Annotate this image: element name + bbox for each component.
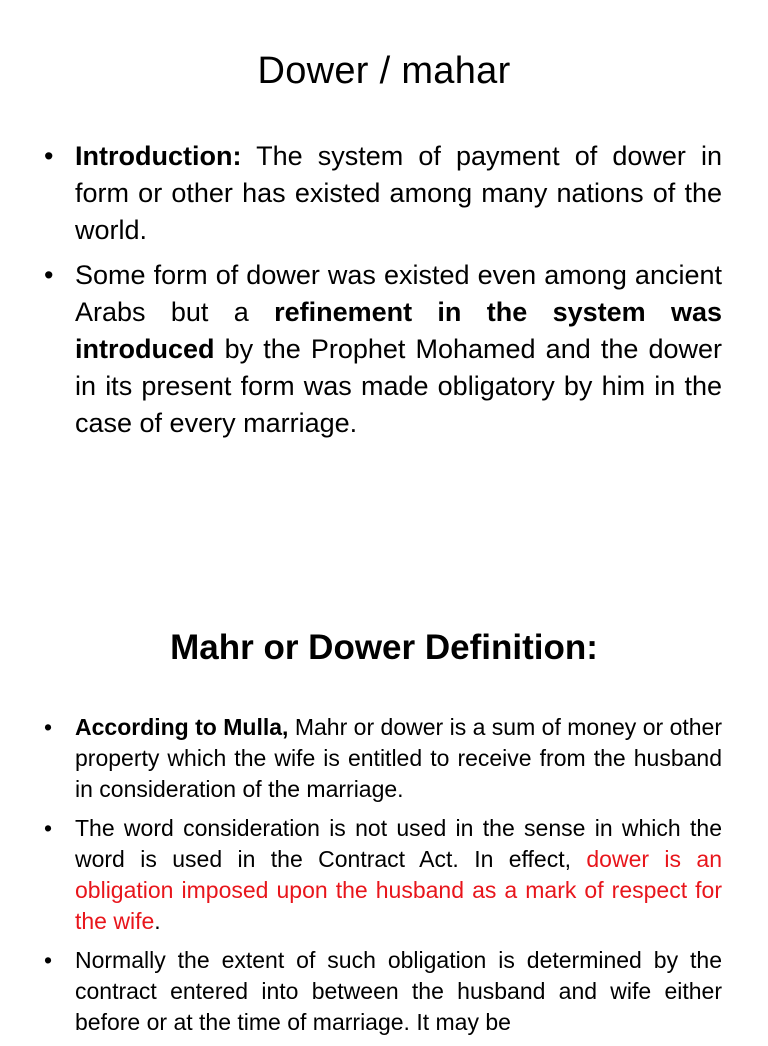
bullet-lead-bold: According to Mulla, bbox=[75, 714, 289, 740]
bullet-item-consideration bbox=[0, 813, 768, 937]
bullet-list bbox=[0, 138, 768, 450]
bullet-item-mulla bbox=[0, 712, 768, 805]
bullet-list bbox=[0, 712, 768, 1046]
bullet-text: by the Prophet Mohamed and the dower in its present form was made obligatory by him in the case of every marriage. bbox=[75, 334, 722, 438]
bullet-text-end: . bbox=[154, 908, 161, 934]
bullet-icon: • bbox=[44, 815, 53, 841]
slide-title: Mahr or Dower Definition: bbox=[170, 628, 598, 667]
bullet-text: Mahr or dower is a sum of money or other property which the wife is entitled to receive from the husband in consideration of the marriage. bbox=[75, 714, 722, 802]
bullet-icon: • bbox=[44, 260, 54, 290]
bullet-text: Normally the extent of such obligation is determined by the contract entered into between the husband and wife either before or at the time of marriage. It may be bbox=[75, 947, 722, 1035]
bullet-text: The word consideration is not used in the sense in which the word is used in the Contract Act. In effect, bbox=[75, 815, 722, 872]
bullet-icon: • bbox=[44, 714, 53, 740]
bullet-lead-bold: Introduction: bbox=[75, 141, 242, 171]
bullet-text: The system of payment of dower in form or other has existed among many nations of the world. bbox=[75, 141, 722, 245]
bullet-item-ancient-arabs bbox=[0, 257, 768, 442]
slide-mahr-definition bbox=[0, 560, 768, 1035]
bullet-text: Some form of dower was existed even among ancient Arabs but a bbox=[75, 260, 722, 327]
bullet-icon: • bbox=[44, 947, 53, 973]
slide-title: Dower / mahar bbox=[257, 50, 511, 92]
bullet-item-extent bbox=[0, 945, 768, 1038]
bullet-icon: • bbox=[44, 141, 54, 171]
bullet-bold-phrase: refinement in the system was introduced bbox=[75, 297, 722, 364]
bullet-red-highlight: dower is an obligation imposed upon the husband as a mark of respect for the wife bbox=[75, 846, 722, 934]
bullet-item-introduction bbox=[0, 138, 768, 249]
